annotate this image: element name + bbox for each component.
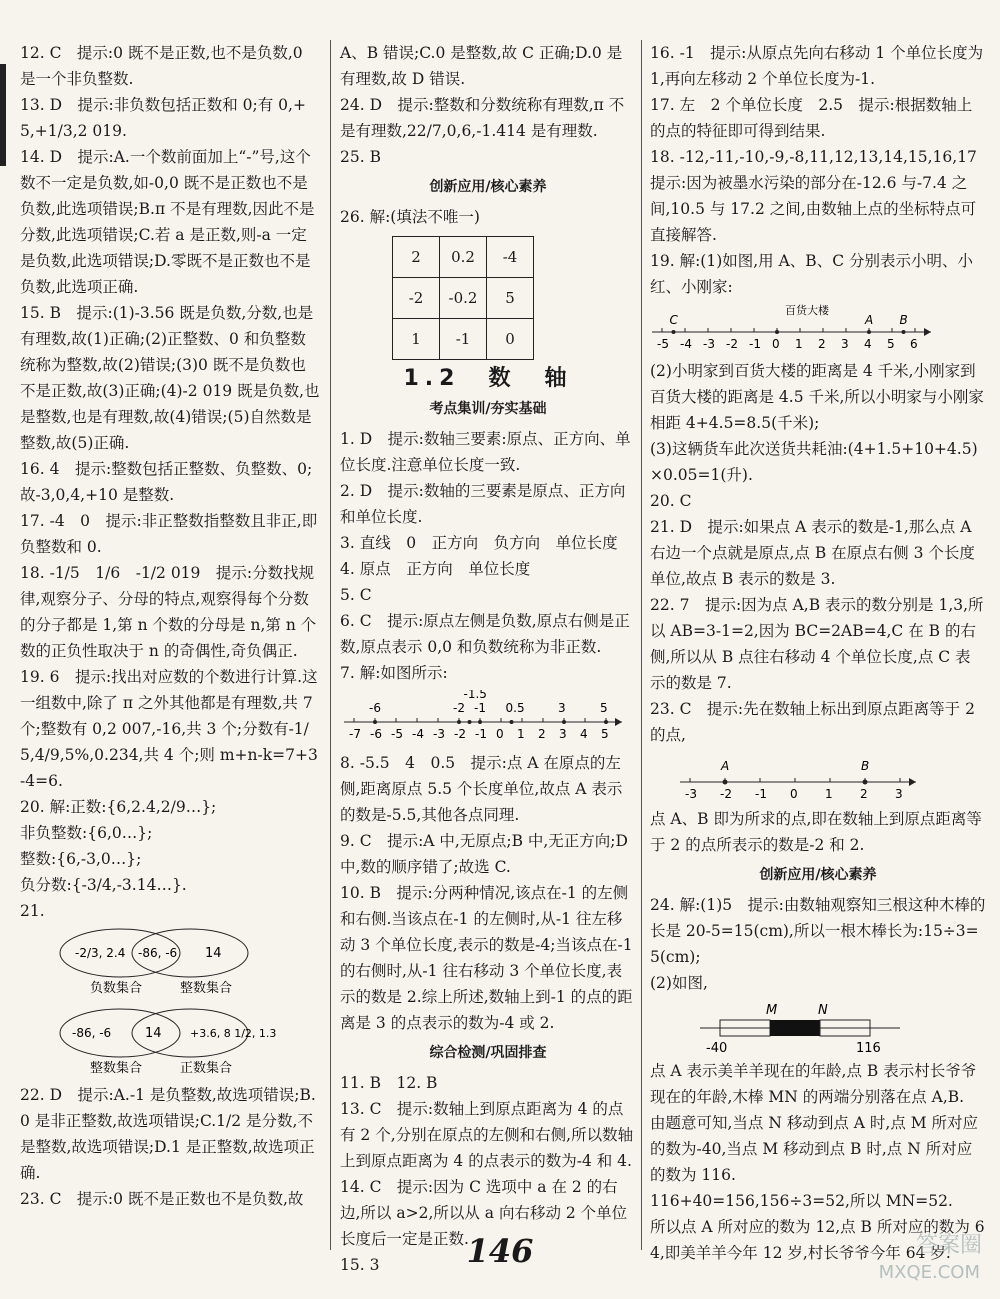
point-label: -2	[453, 701, 465, 715]
point-label: -1.5	[463, 690, 487, 701]
tick-label: 5	[887, 337, 895, 351]
q10: 10. B 提示:分两种情况,该点在-1 的左侧和右侧.当该点在-1 的左侧时,从-1 往左移动 3 个单位长度,表示的数是-4;当该点在-1 的右侧时,从-1 往右移动 3 个单位长度,表示的数是 2.综上所述,数轴上到-1 的点的距离是 3 的点表示的数为-4 或 2.	[340, 884, 633, 1032]
column-divider-2	[641, 40, 642, 1250]
tick-label: -1	[749, 337, 761, 351]
number-line-q23	[650, 752, 970, 802]
margin-bar	[0, 64, 6, 166]
tick-label: -5	[657, 337, 669, 351]
q16: 16. -1 提示:从原点先向右移动 1 个单位长度为 1,再向左移动 2 个单位长度为-1.	[650, 44, 984, 88]
column-divider-1	[330, 40, 331, 1250]
answer-24: 24. D 提示:整数和分数统称有理数,π 不是有理数,22/7,0,6,-1.414 是有理数.	[340, 96, 625, 140]
point-mark	[604, 720, 608, 724]
tick-label: 4	[864, 337, 872, 351]
venn2-right-label: 正数集合	[180, 1061, 233, 1076]
venn2-left-label: 整数集合	[90, 1061, 143, 1076]
q19-2: (2)小明家到百货大楼的距离是 4 千米,小刚家到百货大楼的距离是 4.5 千米,所以小明家与小刚家相距 4+4.5=8.5(千米);	[650, 362, 984, 432]
label-left: -40	[706, 1041, 728, 1054]
label-right: 116	[856, 1041, 881, 1054]
q5: 5. C	[340, 586, 372, 604]
answer-13: 13. D 提示:非负数包括正数和 0;有 0,+5,+1/3,2 019.	[20, 96, 306, 140]
answer-17: 17. -4 0 提示:非正整数指整数且非正,即负整数和 0.	[20, 512, 318, 556]
q21: 21. D 提示:如果点 A 表示的数是-1,那么点 A 右边一个点就是原点,点 B 在原点右侧 3 个长度单位,故点 B 表示的数是 3.	[650, 518, 975, 588]
point-mark	[478, 720, 482, 724]
q24: 24. 解:(1)5 提示:由数轴观察知三根这种木棒的长是 20-5=15(cm),所以一根木棒长为:15÷3=5(cm);	[650, 896, 986, 966]
venn1-right-label: 整数集合	[180, 981, 233, 996]
q18: 18. -12,-11,-10,-9,-8,11,12,13,14,15,16,17 提示:因为被墨水污染的部分在-12.6 与-7.4 之间,10.5 与 17.2 之间,由数轴上点的坐标特点可直接解答.	[650, 148, 993, 244]
answer-12: 12. C 提示:0 既不是正数,也不是负数,0 是一个非负整数.	[20, 44, 303, 88]
tick-label: 2	[538, 727, 546, 741]
heading-innovation: 创新应用/核心素养	[429, 179, 547, 195]
point-mark	[562, 720, 566, 724]
tick-label: 6	[910, 337, 918, 351]
venn1-left: -2/3, 2.4	[75, 946, 126, 960]
answer-23: 23. C 提示:0 既不是正数也不是负数,故	[20, 1190, 304, 1208]
tick-label: 3	[841, 337, 849, 351]
q9: 9. C 提示:A 中,无原点;B 中,无正方向;D 中,数的顺序错了;故选 C.	[340, 832, 628, 876]
q24-3: 点 A 表示美羊羊现在的年龄,点 B 表示村长爷爷现在的年龄,木棒 MN 的两端分别落在点 A,B.	[650, 1062, 977, 1106]
venn-diagrams	[20, 928, 310, 1078]
tick-label: -3	[703, 337, 715, 351]
store-point	[775, 330, 779, 334]
answer-14: 14. D 提示:A.一个数前面加上“-”号,这个数不一定是负数,如-0,0 既不是正数也不是负数,此选项错误;B.π 不是有理数,因此不是分数,此选项错误;C.若 a 是正数,则-a 一定是负数,此选项错误;D.零既不是正数也不是负数,此选项正确.	[20, 148, 315, 296]
q6: 6. C 提示:原点左侧是负数,原点右侧是正数,原点表示 0,0 和负数统称为非正数.	[340, 612, 630, 656]
point-label: 3	[558, 701, 566, 715]
tick-label: -7	[349, 727, 361, 741]
number-line-q19	[650, 304, 970, 354]
point-mark	[373, 720, 377, 724]
tick-label: -2	[726, 337, 738, 351]
stick-diagram	[650, 1000, 970, 1054]
watermark-url: MXQE.COM	[878, 1262, 980, 1283]
tick-label: 3	[559, 727, 567, 741]
q17: 17. 左 2 个单位长度 2.5 提示:根据数轴上的点的特征即可得到结果.	[650, 96, 973, 140]
tick-label: -1	[755, 787, 767, 801]
heading-review: 综合检测/巩固排查	[429, 1045, 547, 1061]
point-mark	[863, 780, 868, 785]
q22: 22. 7 提示:因为点 A,B 表示的数分别是 1,3,所以 AB=3-1=2,因为 BC=2AB=4,C 在 B 的右侧,所以从 B 点往右移动 4 个单位长度,点 C 表示的数是 7.	[650, 596, 984, 692]
answer-26: 26. 解:(填法不唯一)	[340, 208, 480, 226]
tick-label: 5	[601, 727, 609, 741]
tick-label: -3	[433, 727, 445, 741]
tick-label: 2	[818, 337, 826, 351]
point-label: B	[861, 759, 870, 773]
column-middle	[340, 40, 636, 1278]
q4: 4. 原点 正方向 单位长度	[340, 560, 531, 578]
heading-basics: 考点集训/夯实基础	[429, 401, 547, 417]
venn2-left: -86, -6	[72, 1026, 112, 1040]
tick-label: -3	[685, 787, 697, 801]
q14: 14. C 提示:因为 C 选项中 a 在 2 的右边,所以 a>2,所以从 a 向右移动 2 个单位长度后一定是正数.	[340, 1178, 628, 1248]
q24-2: (2)如图,	[650, 974, 708, 992]
point-label: 5	[600, 701, 608, 715]
number-line-q7	[340, 690, 630, 746]
tick-label: 2	[860, 787, 868, 801]
magic-grid: 2 0.2 -4 -2 -0.2 5 1 -1 0	[392, 236, 534, 360]
answer-15: 15. B 提示:(1)-3.56 既是负数,分数,也是有理数,故(1)正确;(2)正整数、0 和负整数统称为整数,故(2)错误;(3)0 既不是负数也不是正数,故(3)正确;(4)-2 019 既是负数,也是整数,也是有理数,故(4)错误;(5)自然数是整数,故(5)正确.	[20, 304, 320, 452]
q24-6: 所以点 A 所对应的数为 12,点 B 所对应的数为 64,即美羊羊今年 12 岁,村长爷爷今年 64 岁.	[650, 1218, 985, 1262]
q3: 3. 直线 0 正方向 负方向 单位长度	[340, 534, 618, 552]
tick-label: -6	[370, 727, 382, 741]
q20: 20. C	[650, 492, 692, 510]
venn2-right: +3.6, 8 1/2, 1.3	[190, 1027, 277, 1040]
point-label: 0.5	[505, 701, 525, 715]
q11-12: 11. B 12. B	[340, 1074, 438, 1092]
venn1-right: 14	[205, 946, 222, 961]
answer-20-nonneg: 非负整数:{6,0…};	[20, 824, 153, 842]
axis-arrow	[615, 718, 622, 726]
q2: 2. D 提示:数轴的三要素是原点、正方向和单位长度.	[340, 482, 626, 526]
answer-20-positive: 20. 解:正数:{6,2.4,2/9…};	[20, 798, 217, 816]
venn1-overlap: -86, -6	[138, 946, 178, 960]
point-label: -1	[474, 701, 486, 715]
tick-label: -1	[475, 727, 487, 741]
label-N: N	[818, 1003, 828, 1018]
tick-label: -2	[454, 727, 466, 741]
point-mark	[867, 330, 871, 334]
answer-19: 19. 6 提示:找出对应数的个数进行计算.这一组数中,除了 π 之外其他都是有理数,共 7 个;整数有 0,2 007,-16,共 3 个;分数有-1/5,4/9,5%,0.234,共 4 个;则 m+n-k=7+3-4=6.	[20, 668, 318, 790]
label-M: M	[766, 1003, 778, 1018]
point-mark	[672, 330, 676, 334]
answer-23-cont: A、B 错误;C.0 是整数,故 C 正确;D.0 是有理数,故 D 错误.	[340, 44, 623, 88]
tick-label: -5	[391, 727, 403, 741]
tick-label: 1	[517, 727, 525, 741]
q24-5: 116+40=156,156÷3=52,所以 MN=52.	[650, 1192, 953, 1210]
answer-25: 25. B	[340, 148, 381, 166]
tick-label: 0	[790, 787, 798, 801]
point-mark	[510, 720, 514, 724]
tick-label: -4	[680, 337, 692, 351]
q15: 15. 3	[340, 1256, 380, 1274]
point-mark	[457, 720, 461, 724]
venn1-left-label: 负数集合	[90, 981, 143, 996]
venn2-overlap: 14	[145, 1026, 162, 1041]
point-mark	[902, 330, 906, 334]
answer-21: 21.	[20, 902, 45, 920]
q7: 7. 解:如图所示:	[340, 664, 448, 682]
column-left	[20, 40, 320, 1212]
axis-arrow	[924, 328, 931, 336]
tick-label: -4	[412, 727, 424, 741]
point-label: A	[865, 313, 874, 327]
q8: 8. -5.5 4 0.5 提示:点 A 在原点的左侧,距离原点 5.5 个长度单位,故点 A 表示的数是-5.5,其他各点同理.	[340, 754, 623, 824]
answer-20-negfrac: 负分数:{-3/4,-3.14…}.	[20, 876, 187, 894]
point-label: B	[899, 313, 908, 327]
point-label: -6	[369, 701, 381, 715]
page-number: 146	[466, 1232, 534, 1270]
store-label: 百货大楼	[785, 304, 829, 317]
q24-4: 由题意可知,当点 N 移动到点 A 时,点 M 所对应的数为-40,当点 M 移动到点 B 时,点 N 所对应的数为 116.	[650, 1114, 979, 1184]
q19-3: (3)这辆货车此次送货共耗油:(4+1.5+10+4.5)×0.05=1(升).	[650, 440, 978, 484]
q19: 19. 解:(1)如图,用 A、B、C 分别表示小明、小红、小刚家:	[650, 252, 973, 296]
column-right	[650, 40, 993, 1266]
q23: 23. C 提示:先在数轴上标出到原点距离等于 2 的点,	[650, 700, 975, 744]
axis-arrow	[909, 778, 916, 786]
tick-label: 3	[895, 787, 903, 801]
point-mark	[723, 780, 728, 785]
answer-18: 18. -1/5 1/6 -1/2 019 提示:分数找规律,观察分子、分母的特点,观察得每个分数的分子都是 1,第 n 个数的分母是 n,第 n 个数的正负性取决于 n 的奇偶性,奇负偶正.	[20, 564, 317, 660]
tick-label: -2	[720, 787, 732, 801]
tick-label: 1	[825, 787, 833, 801]
watermark-logo: 答案圈	[915, 1233, 982, 1258]
tick-label: 0	[496, 727, 504, 741]
point-mark	[468, 720, 472, 724]
heading-innovation-2: 创新应用/核心素养	[759, 867, 877, 883]
tick-label: 4	[580, 727, 588, 741]
point-label: C	[669, 313, 678, 327]
answer-22: 22. D 提示:A.-1 是负整数,故选项错误;B.0 是非正整数,故选项错误;C.1/2 是分数,不是整数,故选项错误;D.1 是正整数,故选项正确.	[20, 1086, 316, 1182]
point-label: A	[721, 759, 730, 773]
tick-label: 1	[795, 337, 803, 351]
q13: 13. C 提示:数轴上到原点距离为 4 的点有 2 个,分别在原点的左侧和右侧,所以数轴上到原点距离为 4 的点表示的数为-4 和 4.	[340, 1100, 634, 1170]
tick-label: 0	[772, 337, 780, 351]
answer-16: 16. 4 提示:整数包括正整数、负整数、0;故-3,0,4,+10 是整数.	[20, 460, 313, 504]
q23-cont: 点 A、B 即为所求的点,即在数轴上到原点距离等于 2 的点所表示的数是-2 和 2.	[650, 810, 982, 854]
section-title: 1.2 数 轴	[403, 366, 573, 391]
answer-20-integer: 整数:{6,-3,0…};	[20, 850, 142, 868]
q1: 1. D 提示:数轴三要素:原点、正方向、单位长度.注意单位长度一致.	[340, 430, 631, 474]
